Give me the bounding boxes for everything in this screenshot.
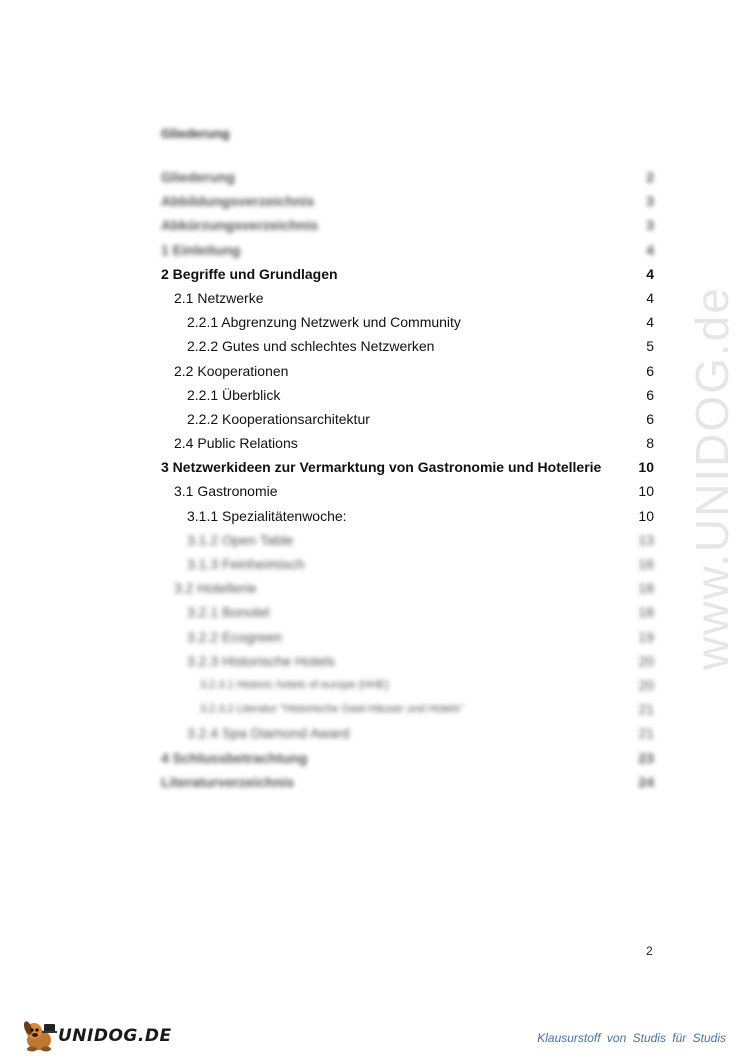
toc-entry-title: Abkürzungsverzeichnis [161,217,319,234]
toc-entry[interactable] [161,649,654,673]
toc-entry-title: 3.1.2 Open Table [187,531,294,548]
toc-entry[interactable] [161,262,654,286]
toc-entry[interactable] [161,504,654,528]
toc-entry[interactable] [161,576,654,600]
toc-entry-page: 3 [646,217,654,234]
toc-entry-title: 3.2.3 Historische Hotels [187,652,335,669]
toc-entry-title: 3.1 Gastronomie [174,483,278,500]
toc-entry[interactable] [161,286,654,310]
dog-logo-icon [20,1018,58,1054]
toc-entry-page: 13 [638,531,654,548]
toc-entry[interactable] [161,528,654,552]
toc-entry-page: 4 [646,241,654,258]
toc-entry[interactable] [161,479,654,503]
toc-entry-title: 1 Einleitung [161,241,241,258]
toc-entry[interactable] [161,770,654,794]
toc-entry-title: Abbildungsverzeichnis [161,193,315,210]
toc-entry[interactable] [161,697,654,721]
toc-entry-title: 4 Schlussbetrachtung [161,749,308,766]
toc-entry-page: 24 [638,773,654,790]
toc-entry-page: 10 [638,483,654,500]
toc-entry[interactable] [161,625,654,649]
toc-entry-page: 2 [646,169,654,185]
footer-tagline: Klausurstoff von Studis für Studis [537,1031,726,1045]
toc-entry-page: 8 [646,435,654,452]
toc-entry-page: 4 [646,289,654,306]
toc-entry-page: 5 [646,338,654,355]
toc-entry[interactable] [161,721,654,745]
toc-entry-title: 3.2.3.1 Historic hotels of europe (HHE) [200,678,389,691]
toc-entry-page: 6 [646,386,654,403]
toc-entry-page: 4 [646,314,654,331]
toc-entry-page: 16 [638,556,654,572]
toc-entry-page: 10 [638,507,654,524]
toc-entry[interactable] [161,746,654,770]
toc-entry-page: 10 [638,459,654,476]
toc-entry-page: 21 [638,701,654,718]
toc-entry-page: 18 [638,580,654,597]
toc-entry-title: 3 Netzwerkideen zur Vermarktung von Gastronomie und Hotellerie [161,459,602,476]
page-number: 2 [646,944,653,958]
toc-entry-title: Literaturverzeichnis [161,773,295,790]
toc-entry[interactable] [161,165,654,189]
page-heading: Gliederung [161,126,230,141]
table-of-contents [161,165,654,794]
toc-entry[interactable] [161,310,654,334]
toc-entry-title: 2.2 Kooperationen [174,362,289,379]
toc-entry-page: 20 [638,676,654,693]
toc-entry-title: 3.2.3.2 Literatur "Historische Gast-Häuser und Hotels" [200,703,464,716]
toc-entry-title: 2.2.1 Abgrenzung Netzwerk und Community [187,314,461,331]
toc-entry-page: 21 [638,725,654,742]
toc-entry[interactable] [161,455,654,479]
toc-entry-page: 19 [638,628,654,645]
toc-entry-title: 2.1 Netzwerke [174,289,264,306]
toc-entry-title: 3.1.3 Feinheimisch [187,556,305,572]
toc-entry[interactable] [161,673,654,697]
toc-entry-page: 4 [646,265,654,282]
toc-entry-title: 3.2.4 Spa Diamond Award [187,725,350,742]
toc-entry[interactable] [161,552,654,576]
toc-entry-title: 2.2.1 Überblick [187,386,281,403]
toc-entry-title: 2 Begriffe und Grundlagen [161,265,338,282]
toc-entry[interactable] [161,600,654,624]
toc-entry-page: 18 [638,604,654,621]
toc-entry-title: 3.2.1 Bonotel [187,604,270,621]
toc-entry-title: 2.4 Public Relations [174,435,298,452]
toc-entry-title: Gliederung [161,169,235,185]
toc-entry-page: 6 [646,362,654,379]
toc-entry-page: 20 [638,652,654,669]
toc-entry-page: 6 [646,410,654,427]
toc-entry[interactable] [161,238,654,262]
toc-entry[interactable] [161,213,654,237]
toc-entry[interactable] [161,359,654,383]
toc-entry[interactable] [161,383,654,407]
toc-entry-page: 3 [646,193,654,210]
toc-entry-title: 3.2.2 Ecogreen [187,628,282,645]
toc-entry-title: 2.2.2 Gutes und schlechtes Netzwerken [187,338,435,355]
toc-entry-title: 2.2.2 Kooperationsarchitektur [187,410,370,427]
toc-entry[interactable] [161,407,654,431]
toc-entry-title: 3.2 Hotellerie [174,580,257,597]
logo-text: UNIDOG.DE [58,1026,172,1046]
footer-logo[interactable] [20,1018,172,1054]
toc-entry[interactable] [161,431,654,455]
toc-entry-title: 3.1.1 Spezialitätenwoche: [187,507,347,524]
toc-entry[interactable] [161,189,654,213]
toc-entry[interactable] [161,334,654,358]
toc-entry-page: 23 [638,749,654,766]
watermark: www.UNIDOG.de [686,286,738,670]
